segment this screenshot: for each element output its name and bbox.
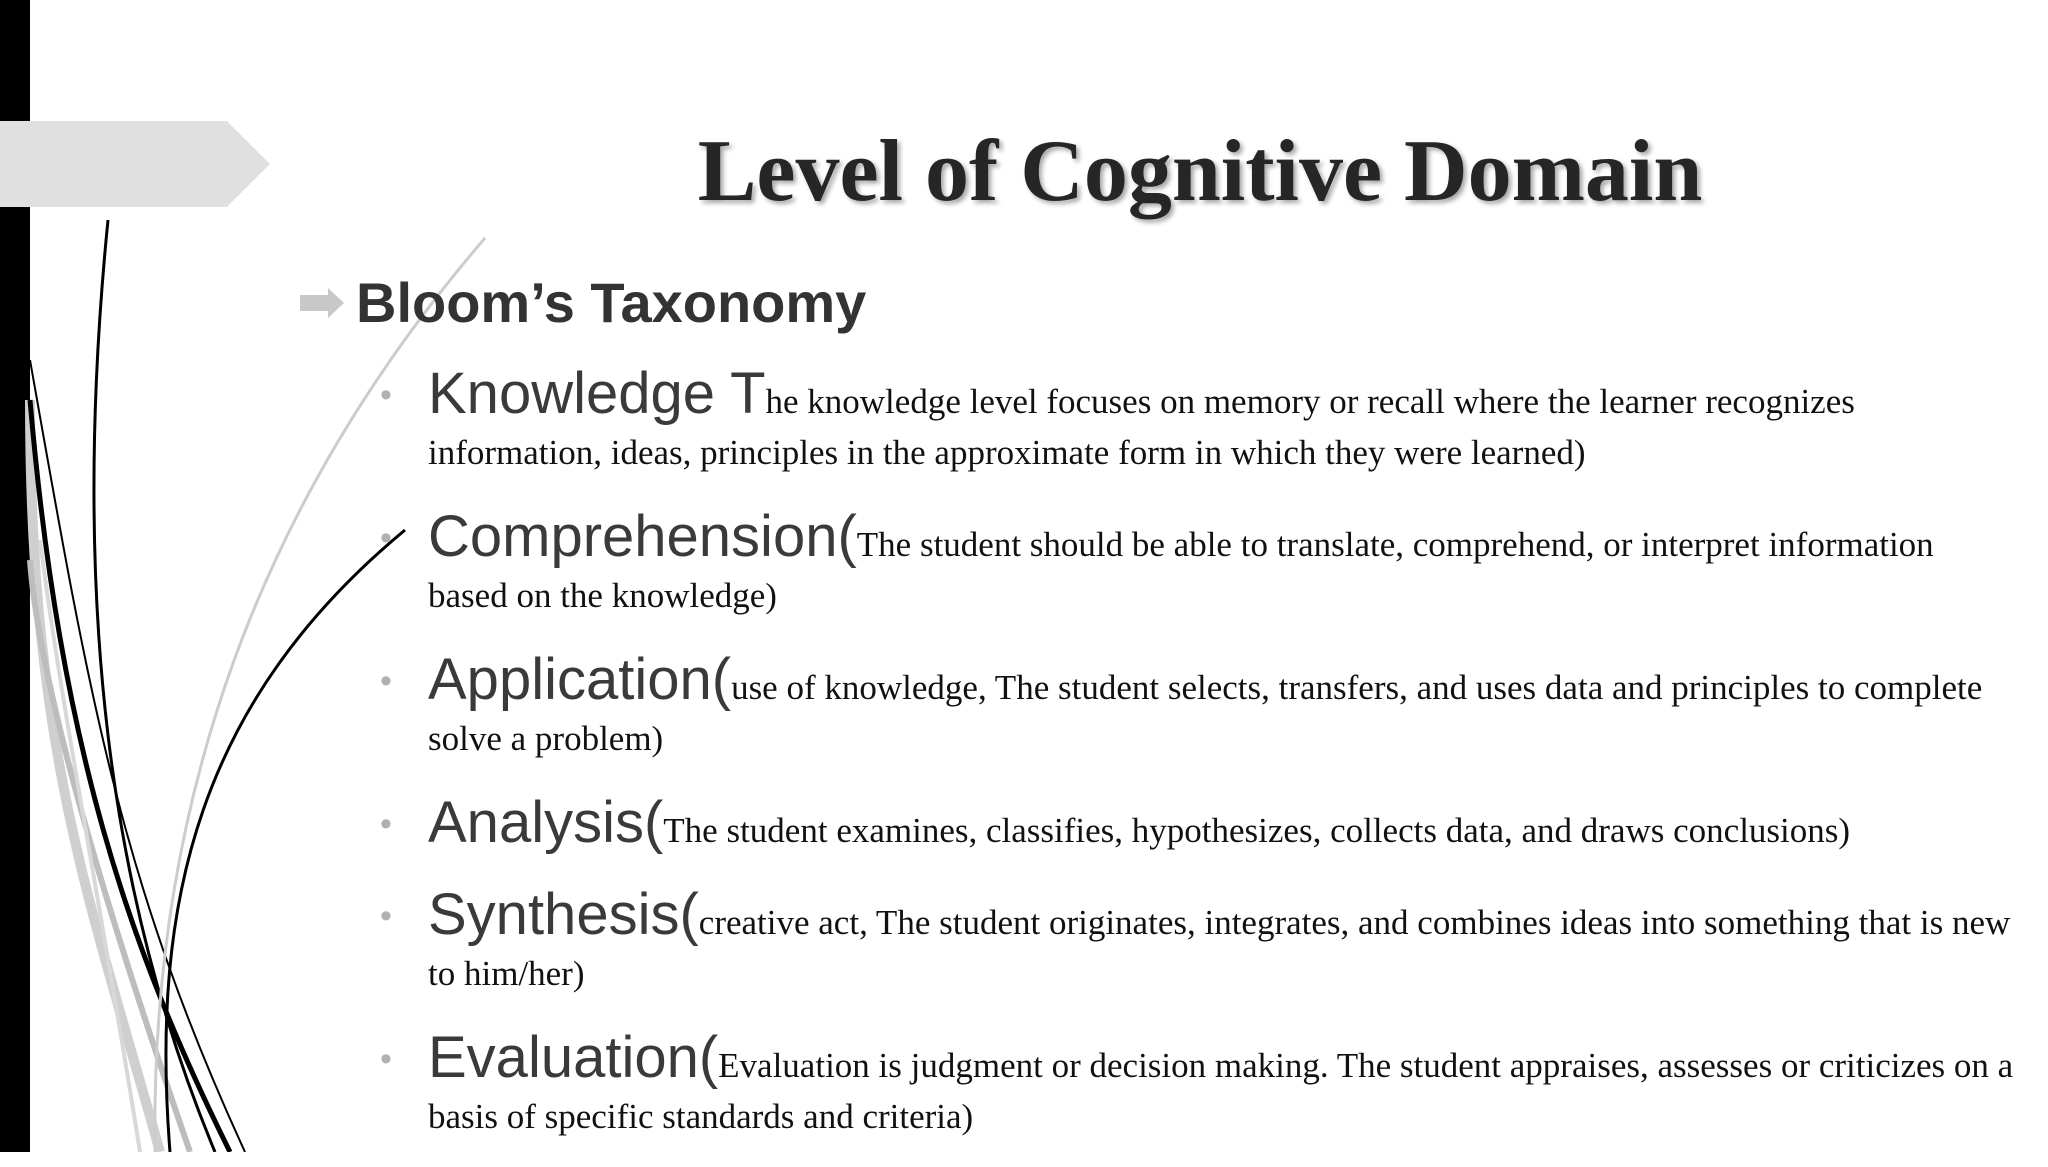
description-knowledge: he knowledge level focuses on memory or recall where the learner recognizes information, ideas, principles in the approximate form in which they were learned) xyxy=(428,382,1855,472)
description-synthesis: creative act, The student originates, integrates, and combines ideas into something that is new to him/her) xyxy=(428,903,2011,993)
subheading-text: Bloom’s Taxonomy xyxy=(356,271,867,334)
term-application: Application( xyxy=(428,647,732,712)
description-application: use of knowledge, The student selects, transfers, and uses data and principles to complete solve a problem) xyxy=(428,668,1983,758)
list-item-knowledge xyxy=(380,360,2020,478)
description-comprehension: The student should be able to translate, comprehend, or interpret information based on the knowledge) xyxy=(428,525,1934,615)
term-analysis: Analysis( xyxy=(428,790,664,855)
list-item-application xyxy=(380,646,2020,764)
list-item-evaluation xyxy=(380,1024,2020,1142)
term-comprehension: Comprehension( xyxy=(428,504,857,569)
bullet-icon: • xyxy=(380,519,392,557)
description-evaluation: Evaluation is judgment or decision making. The student appraises, assesses or criticizes on a basis of specific standards and criteria) xyxy=(428,1046,2014,1136)
bullet-icon: • xyxy=(380,897,392,935)
term-synthesis: Synthesis( xyxy=(428,882,699,947)
bullet-icon: • xyxy=(380,662,392,700)
list-item-synthesis xyxy=(380,881,2020,999)
bullet-icon: • xyxy=(380,1040,392,1078)
slide-title: Level of Cognitive Domain xyxy=(697,123,1703,220)
bullet-icon: • xyxy=(380,805,392,843)
bullet-icon: • xyxy=(380,376,392,414)
list-item-comprehension xyxy=(380,503,2020,621)
term-evaluation: Evaluation( xyxy=(428,1025,719,1090)
description-analysis: The student examines, classifies, hypothesizes, collects data, and draws conclusions) xyxy=(663,811,1851,850)
subheading xyxy=(300,268,866,338)
taxonomy-list xyxy=(380,360,2020,1167)
list-item-analysis xyxy=(380,789,2020,856)
term-knowledge: Knowledge T xyxy=(428,361,766,426)
arrow-bullet-icon xyxy=(300,288,344,318)
